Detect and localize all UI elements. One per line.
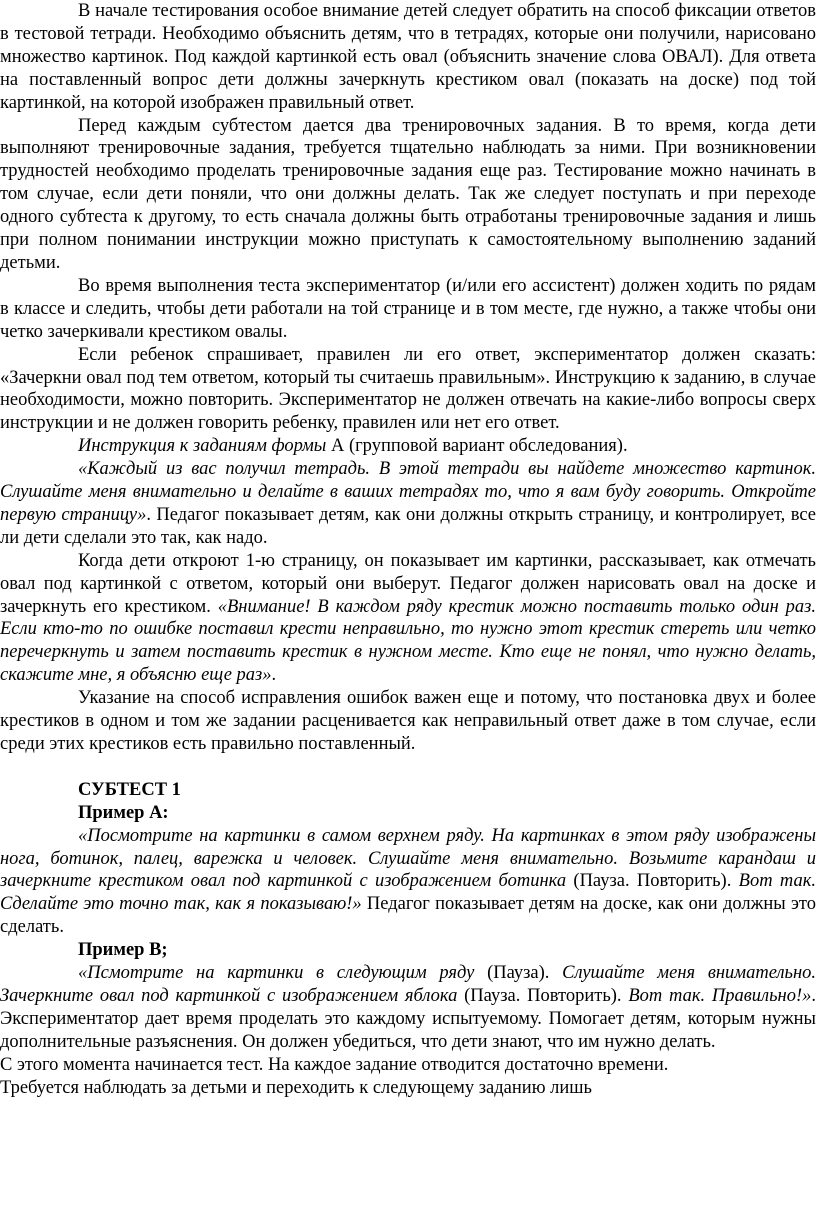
italic-text-run: Вот так. Сделайте это точно так, как я показываю!» [0,871,816,915]
blank-line [0,756,816,779]
example-b-text [0,962,816,1054]
text-run: Указание на способ исправления ошибок важен еще и потому, что постановка двух и более крестиков в одном и том же задании расценивается как неправильный ответ даже в том случае, если среди этих крестиков есть правильно поставленный. [0,688,816,754]
text-run: . [271,665,277,686]
text-run: (Пауза. Повторить). [457,985,629,1006]
text-run: Перед каждым субтестом дается два тренировочных задания. В то время, когда дети выполняют тренировочные задания, требуется тщательно наблюдать за ними. При возникновении трудностей необходимо проделать тренировочные задания еще раз. Тестирование можно начинать в том случае, если дети поняли, что они должны делать. Так же следует поступать и при переходе одного субтеста к другому, то есть сначала должны быть отработаны тренировочные задания и лишь при полном понимании инструкции можно приступать к самостоятельному выполнению заданий детьми. [0,115,816,273]
paragraph [0,275,816,344]
italic-text-run: Вот так. Правильно!» [628,985,812,1006]
paragraph [0,0,816,115]
italic-text-run: «Псмотрите на картинки в следующим ряду [78,963,475,984]
example-a-text [0,825,816,940]
paragraph [0,687,816,756]
subtest-title: СУБТЕСТ 1 [78,779,181,800]
text-run: Педагог показывает детям на доске, как они должны это сделать. [0,894,816,938]
text-run: (Пауза). [474,963,563,984]
text-run: . Педагог показывает детям, как они должны открыть страницу, и контролирует, все ли дети сделали это так, как надо. [0,504,816,548]
example-a-title: Пример А: [78,802,169,823]
italic-text-run: «Каждый из вас получил тетрадь. В этой тетради вы найдете множество картинок. Слушайте меня внимательно и делайте в ваших тетрадях то, что я вам буду говорить. Откройте первую страницу» [0,459,816,525]
text-run: А (групповой вариант обследования). [326,436,628,457]
closing-line-2: Требуется наблюдать за детьми и переходить к следующему заданию лишь [0,1077,592,1098]
paragraph [0,458,816,550]
paragraph [0,435,816,458]
paragraph [0,115,816,275]
text-run: (Пауза. Повторить). [566,871,739,892]
paragraph [0,550,816,687]
italic-text-run: «Внимание! В каждом ряду крестик можно поставить только один раз. Если кто-то по ошибке поставил крести неправильно, то нужно этот крестик стереть или четко перечеркнуть и затем поставить крестик в нужном месте. Кто еще не понял, что нужно делать, скажите мне, я объясню еще раз» [0,596,816,686]
text-run: Во время выполнения теста экспериментатор (и/или его ассистент) должен ходить по рядам в классе и следить, чтобы дети работали на той странице и в том месте, где нужно, а также чтобы они четко зачеркивали крестиком овалы. [0,275,816,342]
example-b-title: Пример В; [78,940,168,961]
italic-text-run: Слушайте меня внимательно. Зачеркните овал под картинкой с изображением яблока [0,963,816,1006]
italic-text-run: «Посмотрите на картинки в самом верхнем ряду. На картинках в этом ряду изображены нога, ботинок, палец, варежка и человек. Слушайте меня внимательно. Возьмите карандаш и зачеркните крестиком овал под картинкой с изображением ботинка [0,825,816,892]
text-run: Если ребенок спрашивает, правилен ли его ответ, экспериментатор должен сказать: «Зачеркни овал под тем ответом, который ты считаешь правильным». Инструкцию к заданию, в случае необходимости, можно повторить. Экспериментатор не должен отвечать на какие-либо вопросы сверх инструкции и не должен говорить ребенку, правилен или нет его ответ. [0,344,816,434]
italic-text-run: Инструкция к заданиям формы [78,436,327,457]
paragraph [0,344,816,436]
text-run: . Экспериментатор дает время проделать это каждому испытуемому. Помогает детям, которым нужны дополнительные разъяснения. Он должен убедиться, что дети знают, что им нужно делать. [0,985,816,1052]
text-run: В начале тестирования особое внимание детей следует обратить на способ фиксации ответов в тестовой тетради. Необходимо объяснить детям, что в тетрадях, которые они получили, нарисовано множество картинок. Под каждой картинкой есть овал (объяснить значение слова ОВАЛ). Для ответа на поставленный вопрос дети должны зачеркнуть крестиком овал (показать на доске) под той картинкой, на которой изображен правильный ответ. [0,1,816,113]
closing-line-1: С этого момента начинается тест. На каждое задание отводится достаточно времени. [0,1054,669,1075]
text-run: Когда дети откроют 1-ю страницу, он показывает им картинки, рассказывает, как отмечать овал под картинкой с ответом, который они выберут. Педагог должен нарисовать овал на доске и зачеркнуть его крестиком. [0,550,816,617]
